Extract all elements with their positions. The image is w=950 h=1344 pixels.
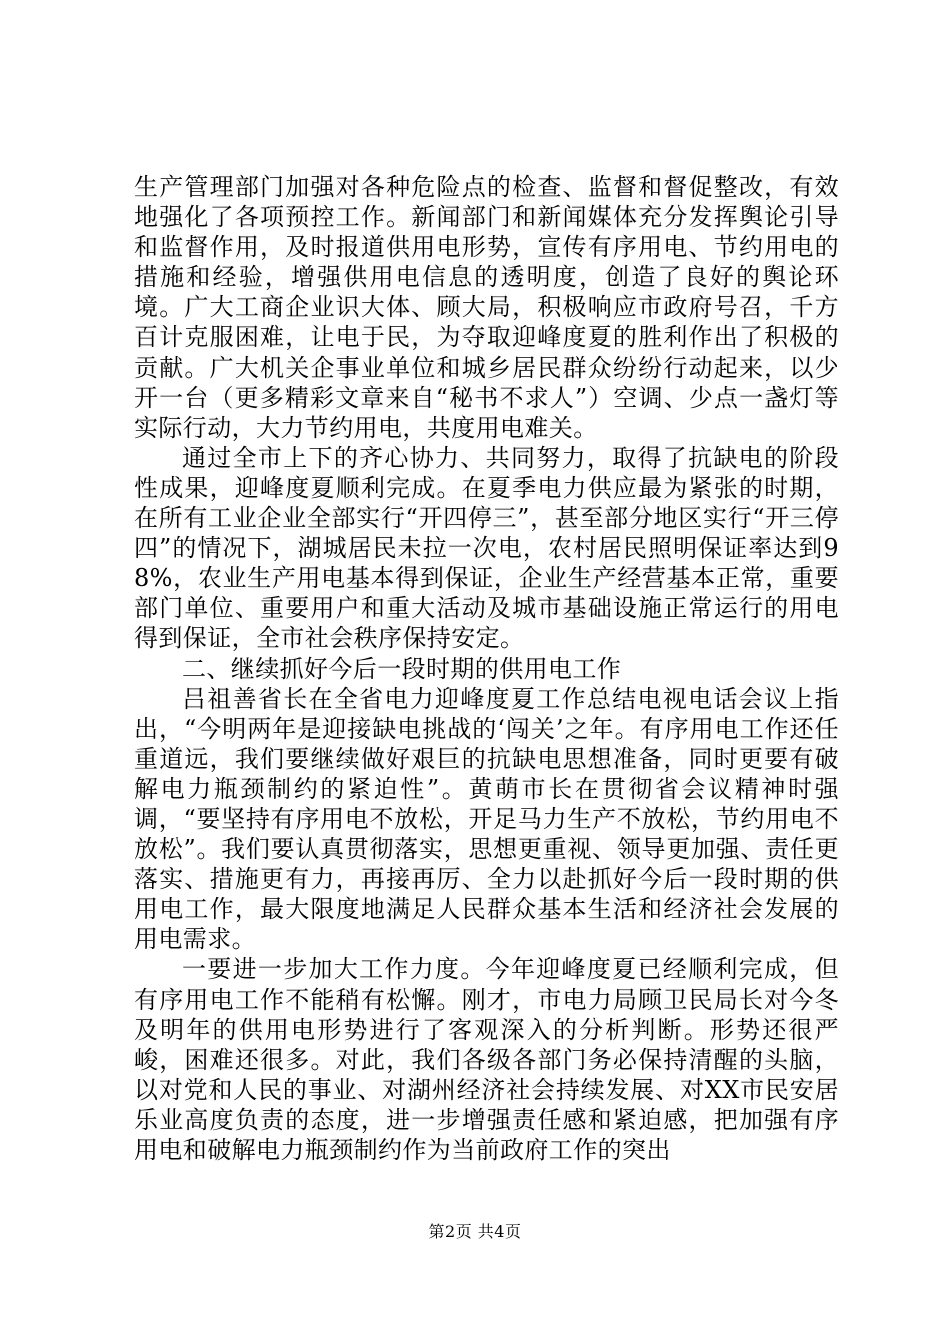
paragraph-continuation: 生产管理部门加强对各种危险点的检查、监督和督促整改，有效地强化了各项预控工作。新闻部门和新闻媒体充分发挥舆论引导和监督作用，及时报道供用电形势，宣传有序用电、节约用电的措施和经验，增强供用电信息的透明度，创造了良好的舆论环境。广大工商企业识大体、顾大局，积极响应市政府号召，千方百计克服困难，让电于民，为夺取迎峰度夏的胜利作出了积极的贡献。广大机关企事业单位和城乡居民群众纷纷行动起来，以少开一台（更多精彩文章来自“秘书不求人”）空调、少点一盏灯等实际行动，大力节约用电，共度用电难关。 — [134, 173, 839, 442]
page-number-footer: 第2页 共4页 — [428, 1222, 522, 1241]
section-heading: 二、继续抓好今后一段时期的供用电工作 — [182, 654, 622, 683]
paragraph-summary: 通过全市上下的齐心协力、共同努力，取得了抗缺电的阶段性成果，迎峰度夏顺利完成。在夏季电力供应最为紧张的时期，在所有工业企业全部实行“开四停三”，甚至部分地区实行“开三停四”的情况下，湖城居民未拉一次电，农村居民照明保证率达到98%，农业生产用电基本得到保证，企业生产经营基本正常，重要部门单位、重要用户和重大活动及城市基础设施正常运行的用电得到保证，全市社会秩序保持安定。 — [134, 443, 839, 653]
document-body — [134, 172, 839, 1165]
paragraph-governor-remarks: 吕祖善省长在全省电力迎峰度夏工作总结电视电话会议上指出，“今明两年是迎接缺电挑战的‘闯关’之年。有序用电工作还任重道远，我们要继续做好艰巨的抗缺电思想准备，同时更要有破解电力瓶颈制约的紧迫性”。黄萌市长在贯彻省会议精神时强调，“要坚持有序用电不放松，开足马力生产不放松，节约用电不放松”。我们要认真贯彻落实，思想更重视、领导更加强、责任更落实、措施更有力，再接再厉、全力以赴抓好今后一段时期的供用电工作，最大限度地满足人民群众基本生活和经济社会发展的用电需求。 — [134, 684, 839, 954]
paragraph-first-task: 一要进一步加大工作力度。今年迎峰度夏已经顺利完成，但有序用电工作不能稍有松懈。刚才，市电力局顾卫民局长对今冬及明年的供用电形势进行了客观深入的分析判断。形势还很严峻，困难还很多。对此，我们各级各部门务必保持清醒的头脑，以对党和人民的事业、对湖州经济社会持续发展、对XX市民安居乐业高度负责的态度，进一步增强责任感和紧迫感，把加强有序用电和破解电力瓶颈制约作为当前政府工作的突出 — [134, 955, 839, 1164]
